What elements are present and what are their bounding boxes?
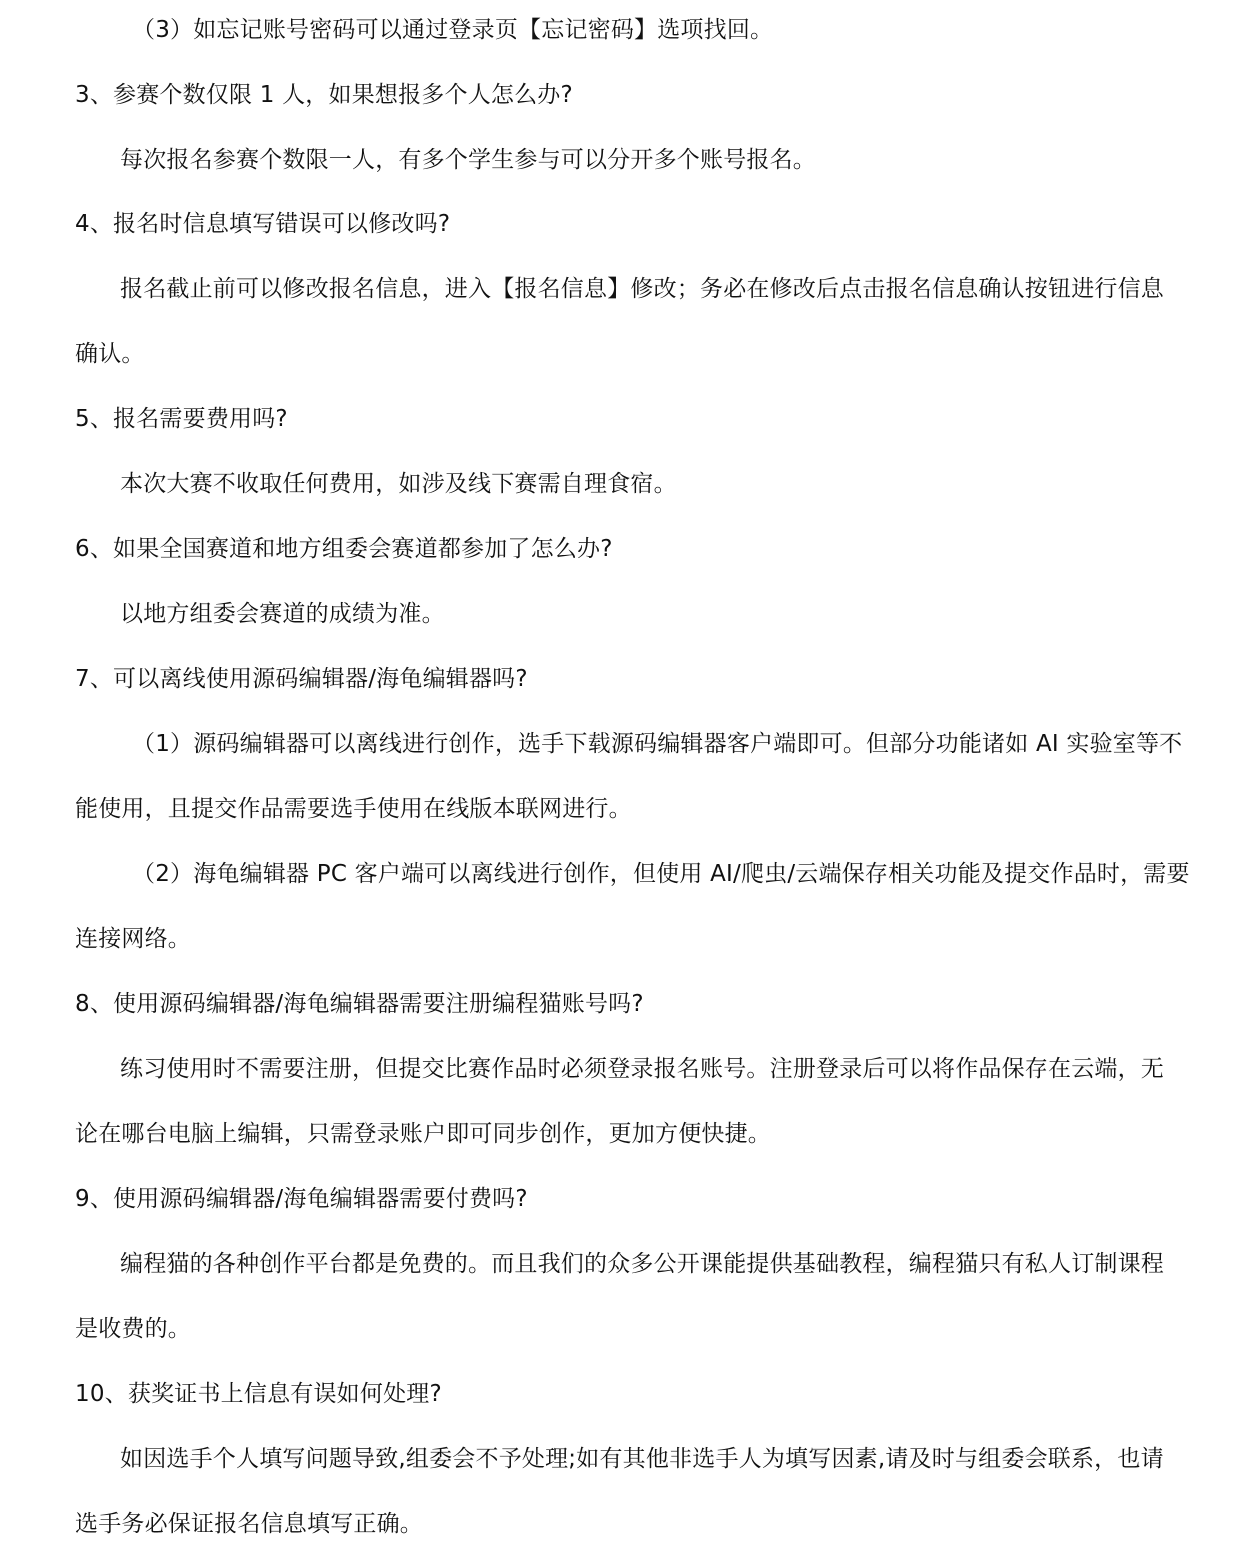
question-4: 4、报名时信息填写错误可以修改吗?	[75, 211, 451, 237]
answer-3: 每次报名参赛个数限一人，有多个学生参与可以分开多个账号报名。	[120, 147, 816, 173]
question-7: 7、可以离线使用源码编辑器/海龟编辑器吗?	[75, 666, 528, 692]
answer-2-item-3: （3）如忘记账号密码可以通过登录页【忘记密码】选项找回。	[132, 17, 774, 43]
answer-10-line-1: 如因选手个人填写问题导致,组委会不予处理;如有其他非选手人为填写因素,请及时与组委会联系，也请	[120, 1446, 1164, 1472]
answer-4-line-2: 确认。	[75, 341, 145, 367]
question-3: 3、参赛个数仅限 1 人，如果想报多个人怎么办?	[75, 82, 573, 108]
question-8: 8、使用源码编辑器/海龟编辑器需要注册编程猫账号吗?	[75, 991, 644, 1017]
answer-8-line-2: 论在哪台电脑上编辑，只需登录账户即可同步创作，更加方便快捷。	[75, 1121, 771, 1147]
question-10: 10、获奖证书上信息有误如何处理?	[75, 1381, 442, 1407]
answer-10-line-2: 选手务必保证报名信息填写正确。	[75, 1511, 423, 1537]
question-5: 5、报名需要费用吗?	[75, 406, 288, 432]
answer-6: 以地方组委会赛道的成绩为准。	[120, 601, 445, 627]
answer-7-item-1-line-2: 能使用，且提交作品需要选手使用在线版本联网进行。	[75, 796, 632, 822]
answer-4-line-1: 报名截止前可以修改报名信息，进入【报名信息】修改；务必在修改后点击报名信息确认按钮进行信息	[120, 276, 1164, 302]
answer-7-item-2-line-1: （2）海龟编辑器 PC 客户端可以离线进行创作，但使用 AI/爬虫/云端保存相关功能及提交作品时，需要	[132, 861, 1190, 887]
answer-7-item-1-line-1: （1）源码编辑器可以离线进行创作，选手下载源码编辑器客户端即可。但部分功能诸如 AI 实验室等不	[132, 731, 1183, 757]
answer-9-line-1: 编程猫的各种创作平台都是免费的。而且我们的众多公开课能提供基础教程，编程猫只有私人订制课程	[120, 1251, 1164, 1277]
answer-5: 本次大赛不收取任何费用，如涉及线下赛需自理食宿。	[120, 471, 677, 497]
answer-9-line-2: 是收费的。	[75, 1316, 191, 1342]
question-9: 9、使用源码编辑器/海龟编辑器需要付费吗?	[75, 1186, 528, 1212]
answer-8-line-1: 练习使用时不需要注册，但提交比赛作品时必须登录报名账号。注册登录后可以将作品保存在云端，无	[120, 1056, 1164, 1082]
answer-7-item-2-line-2: 连接网络。	[75, 926, 191, 952]
question-6: 6、如果全国赛道和地方组委会赛道都参加了怎么办?	[75, 536, 613, 562]
